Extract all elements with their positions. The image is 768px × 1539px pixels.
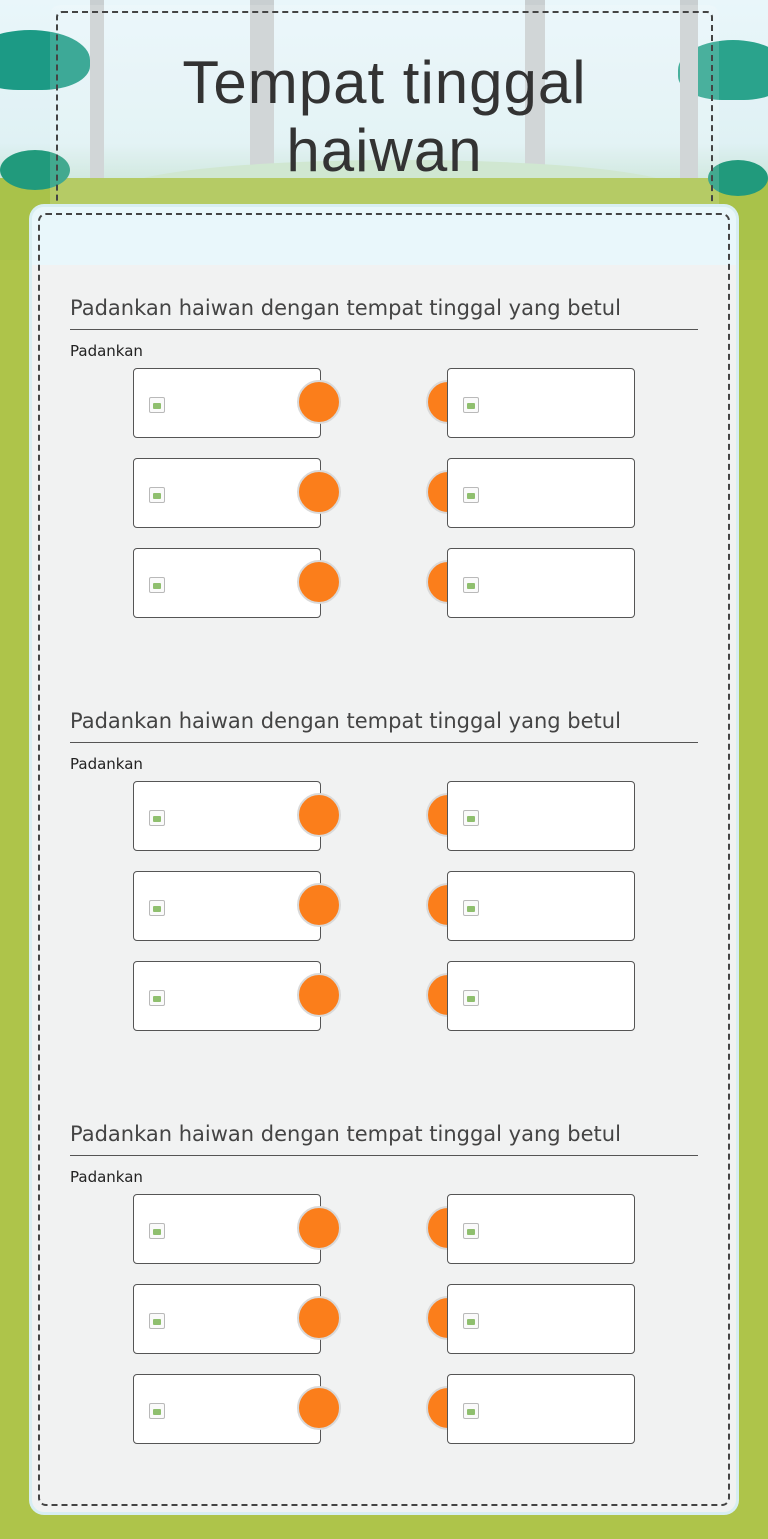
match-right-item[interactable] [447, 1374, 635, 1444]
match-right-item[interactable] [447, 781, 635, 851]
question-title: Padankan haiwan dengan tempat tinggal yang betul [70, 706, 698, 743]
title-line-2: haiwan [286, 117, 483, 184]
match-left-item[interactable] [133, 961, 321, 1031]
match-left-item[interactable] [133, 458, 321, 528]
match-right-item[interactable] [447, 871, 635, 941]
broken-image-icon [463, 1223, 479, 1239]
match-left-item[interactable] [133, 1194, 321, 1264]
worksheet-title [50, 49, 719, 185]
connector-dot[interactable] [297, 793, 341, 837]
broken-image-icon [463, 487, 479, 503]
broken-image-icon [149, 1223, 165, 1239]
broken-image-icon [149, 1403, 165, 1419]
match-pairs [70, 1194, 698, 1454]
match-right-item[interactable] [447, 458, 635, 528]
match-left-item[interactable] [133, 1284, 321, 1354]
broken-image-icon [463, 900, 479, 916]
broken-image-icon [149, 397, 165, 413]
broken-image-icon [463, 397, 479, 413]
question-instruction: Padankan [70, 755, 143, 773]
match-right-item[interactable] [447, 1194, 635, 1264]
worksheet-card [32, 207, 736, 1512]
connector-dot[interactable] [297, 380, 341, 424]
match-left-item[interactable] [133, 1374, 321, 1444]
match-pairs [70, 368, 698, 628]
connector-dot[interactable] [297, 560, 341, 604]
connector-dot[interactable] [297, 883, 341, 927]
question-instruction: Padankan [70, 342, 143, 360]
title-card [50, 5, 719, 220]
broken-image-icon [463, 810, 479, 826]
match-right-item[interactable] [447, 368, 635, 438]
match-left-item[interactable] [133, 871, 321, 941]
match-left-item[interactable] [133, 548, 321, 618]
question-section [70, 1119, 698, 1454]
broken-image-icon [149, 1313, 165, 1329]
broken-image-icon [463, 1403, 479, 1419]
connector-dot[interactable] [297, 1386, 341, 1430]
connector-dot[interactable] [297, 1296, 341, 1340]
question-title: Padankan haiwan dengan tempat tinggal yang betul [70, 293, 698, 330]
connector-dot[interactable] [297, 973, 341, 1017]
match-right-item[interactable] [447, 961, 635, 1031]
broken-image-icon [149, 487, 165, 503]
broken-image-icon [149, 577, 165, 593]
broken-image-icon [149, 900, 165, 916]
broken-image-icon [149, 810, 165, 826]
title-line-1: Tempat tinggal [182, 49, 587, 116]
broken-image-icon [463, 1313, 479, 1329]
broken-image-icon [463, 577, 479, 593]
question-section [70, 293, 698, 628]
sheet-top-band [32, 207, 736, 265]
question-title: Padankan haiwan dengan tempat tinggal yang betul [70, 1119, 698, 1156]
broken-image-icon [463, 990, 479, 1006]
match-right-item[interactable] [447, 1284, 635, 1354]
question-instruction: Padankan [70, 1168, 143, 1186]
broken-image-icon [149, 990, 165, 1006]
question-section [70, 706, 698, 1041]
match-left-item[interactable] [133, 368, 321, 438]
connector-dot[interactable] [297, 470, 341, 514]
match-right-item[interactable] [447, 548, 635, 618]
match-left-item[interactable] [133, 781, 321, 851]
match-pairs [70, 781, 698, 1041]
connector-dot[interactable] [297, 1206, 341, 1250]
